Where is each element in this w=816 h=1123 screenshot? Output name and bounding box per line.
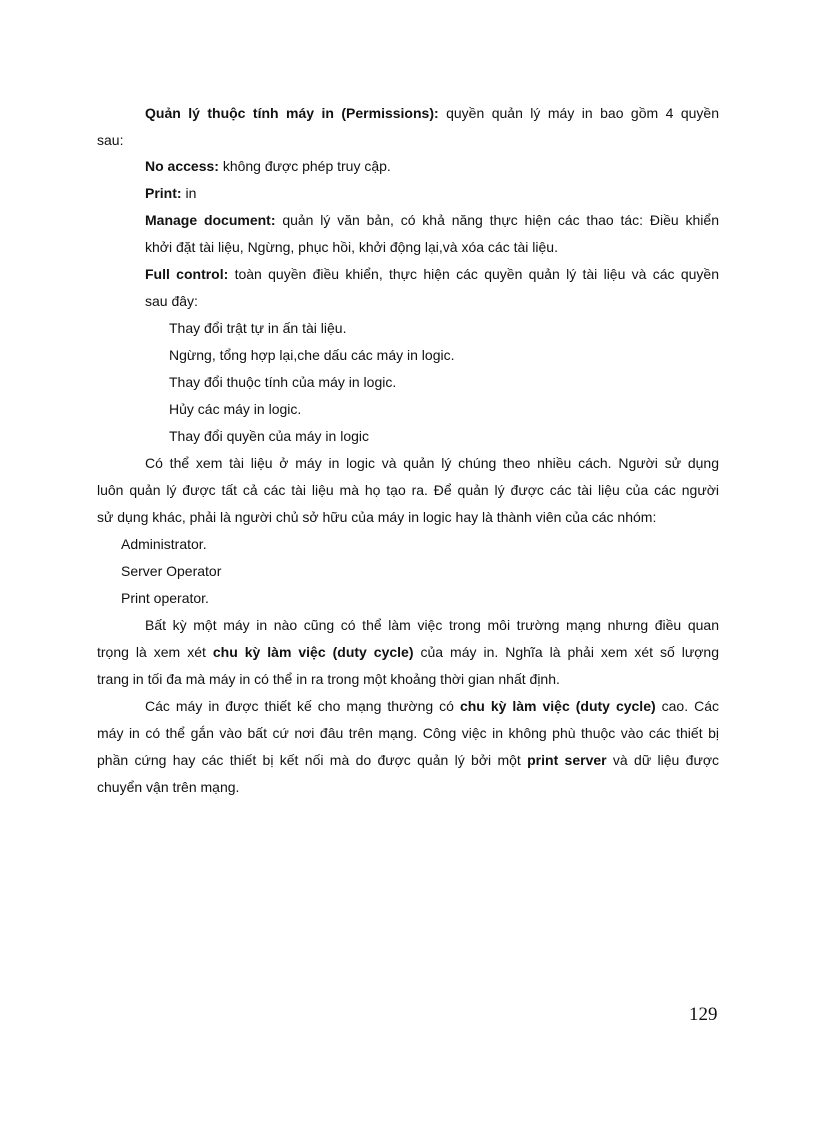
full-control-sub-item: Ngừng, tổng hợp lại,che dấu các máy in logic. <box>169 347 455 363</box>
group-item: Server Operator <box>121 563 222 579</box>
duty-para-line-1: Bất kỳ một máy in nào cũng có thể làm việc trong môi trường mạng nhưng điều quan <box>145 617 719 633</box>
duty-cycle-term: chu kỳ làm việc (duty cycle) <box>212 644 414 660</box>
permissions-intro-text: quyền quản lý máy in bao gồm 4 quyền <box>438 105 720 121</box>
full-control-sub-item: Hủy các máy in logic. <box>169 401 302 417</box>
network-para-text-d: và dữ liệu được <box>606 752 719 768</box>
full-control-line-1 <box>145 265 719 283</box>
full-control-line-2: sau đây: <box>145 293 198 309</box>
duty-cycle-term: chu kỳ làm việc (duty cycle) <box>459 698 656 714</box>
logic-printer-para-line-1: Có thể xem tài liệu ở máy in logic và quản lý chúng theo nhiều cách. Người sử dụng <box>145 455 719 471</box>
full-control-sub-item: Thay đổi quyền của máy in logic <box>169 428 369 444</box>
group-item: Print operator. <box>121 590 209 606</box>
manage-document-line-2: khởi đặt tài liệu, Ngừng, phục hồi, khởi động lại,và xóa các tài liệu. <box>145 239 558 255</box>
manage-document-line-1 <box>145 211 719 229</box>
network-para-line-2: máy in có thể gắn vào bất cứ nơi đâu trên mạng. Công việc in không phù thuộc vào các thiết bị <box>97 725 719 741</box>
network-para-line-4: chuyển vận trên mạng. <box>97 779 240 795</box>
network-para-text-c: phần cứng hay các thiết bị kết nối mà do được quản lý bởi một <box>97 752 528 768</box>
logic-printer-para-line-3: sử dụng khác, phải là người chủ sở hữu của máy in logic hay là thành viên của các nhóm: <box>97 509 657 525</box>
manage-document-term: Manage document: <box>145 212 276 228</box>
manage-document-desc-1: quản lý văn bản, có khả năng thực hiện các thao tác: Điều khiển <box>275 212 719 228</box>
permissions-intro-line-2: sau: <box>97 132 124 148</box>
network-para-line-1 <box>145 697 719 715</box>
full-control-sub-item: Thay đổi thuộc tính của máy in logic. <box>169 374 397 390</box>
full-control-term: Full control: <box>145 266 229 282</box>
network-para-line-3 <box>97 751 719 769</box>
print-server-term: print server <box>527 752 607 768</box>
duty-para-line-2 <box>97 643 719 661</box>
duty-para-text-b: của máy in. Nghĩa là phải xem xét số lượng <box>413 644 719 660</box>
permissions-intro-line-1 <box>145 104 719 122</box>
full-control-sub-item: Thay đổi trật tự in ấn tài liệu. <box>169 320 347 336</box>
no-access-item <box>145 157 391 175</box>
network-para-text-b: cao. Các <box>655 698 719 714</box>
group-item: Administrator. <box>121 536 207 552</box>
page-number: 129 <box>689 1004 718 1025</box>
duty-para-text-a: trọng là xem xét <box>97 644 213 660</box>
network-para-text-a: Các máy in được thiết kế cho mạng thường có <box>145 698 460 714</box>
logic-printer-para-line-2: luôn quản lý được tất cả các tài liệu mà họ tạo ra. Để quản lý được các tài liệu của các người <box>97 482 719 498</box>
permissions-heading: Quản lý thuộc tính máy in (Permissions): <box>145 105 439 121</box>
full-control-desc-1: toàn quyền điều khiển, thực hiện các quyền quản lý tài liệu và các quyền <box>228 266 719 282</box>
print-item <box>145 184 196 202</box>
duty-para-line-3: trang in tối đa mà máy in có thể in ra trong một khoảng thời gian nhất định. <box>97 671 560 687</box>
no-access-term: No access: <box>145 158 219 174</box>
print-term: Print: <box>145 185 182 201</box>
print-desc: in <box>181 185 197 201</box>
no-access-desc: không được phép truy cập. <box>218 158 391 174</box>
